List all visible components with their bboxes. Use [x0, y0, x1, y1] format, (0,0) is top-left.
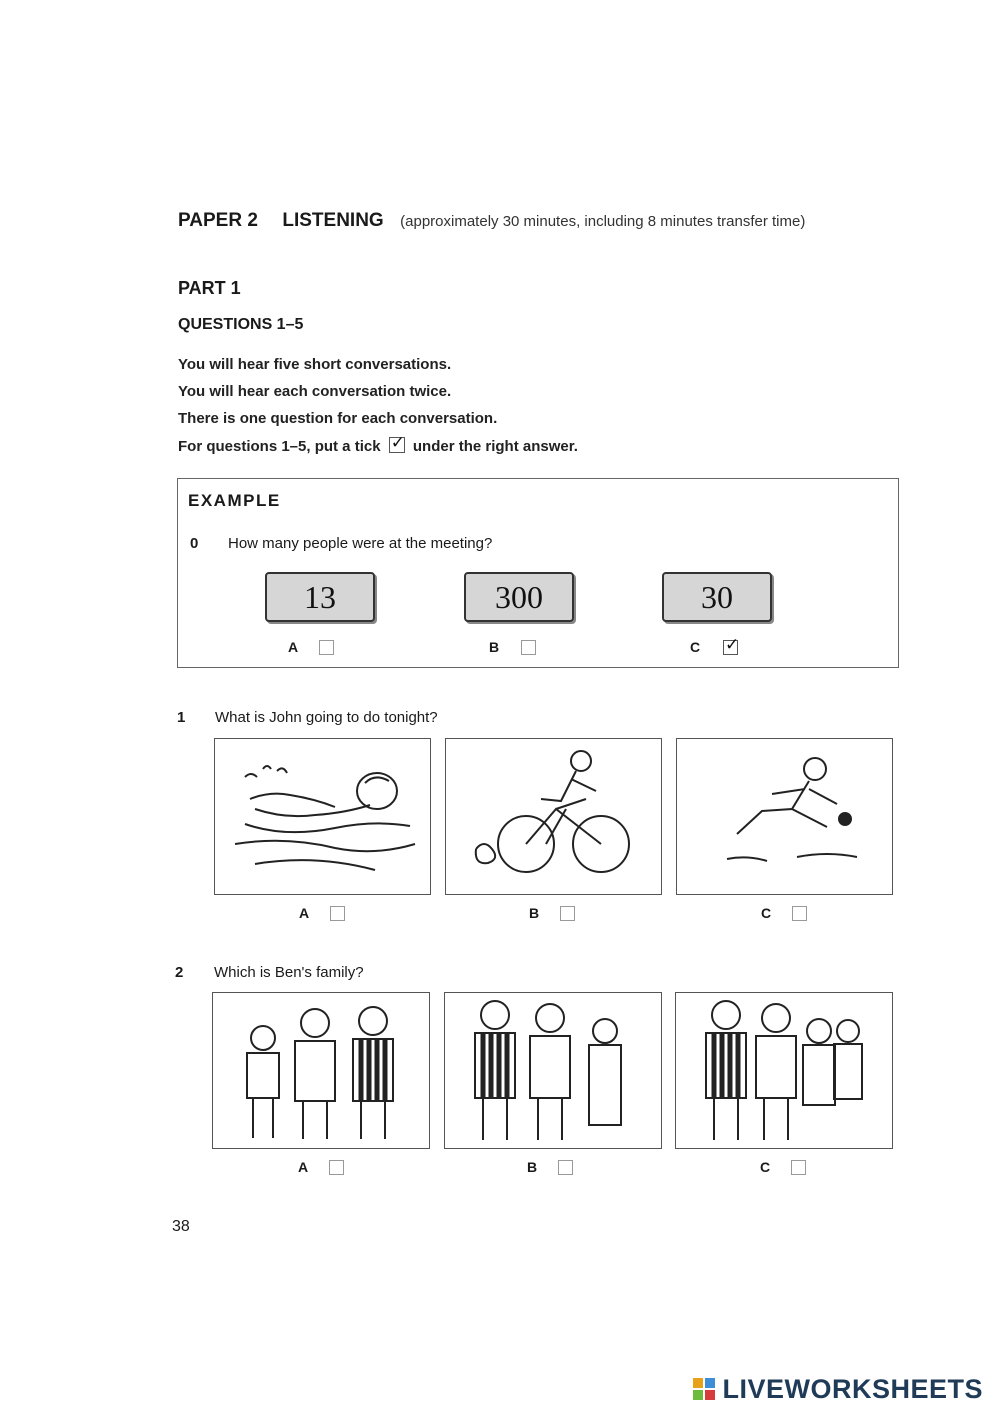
- example-option-card-a: 13: [265, 572, 375, 622]
- football-illustration: [677, 739, 892, 894]
- option-letter: C: [690, 639, 701, 655]
- family-b-illustration: [445, 993, 661, 1148]
- paper-heading: [178, 210, 898, 232]
- logo-text: LIVEWORKSHEETS: [722, 1374, 983, 1404]
- section-label: LISTENING: [282, 210, 384, 231]
- q1-checkbox-b[interactable]: [560, 906, 575, 921]
- family-c-illustration: [676, 993, 892, 1148]
- option-letter: B: [527, 1159, 538, 1175]
- q2-checkbox-c[interactable]: [791, 1160, 806, 1175]
- tick-instruction: [178, 437, 578, 455]
- q1-checkbox-a[interactable]: [330, 906, 345, 921]
- q1-checkbox-c[interactable]: [792, 906, 807, 921]
- option-letter: C: [761, 905, 772, 921]
- example-option-card-c: 30: [662, 572, 772, 622]
- question-number: 1: [177, 709, 186, 726]
- tick-box-icon: [389, 437, 405, 453]
- page-number: 38: [172, 1218, 190, 1235]
- picture-swimming: [214, 738, 431, 895]
- option-letter: A: [298, 1159, 309, 1175]
- example-checkbox-a[interactable]: [319, 640, 334, 655]
- question-number: 2: [175, 964, 184, 981]
- logo-grid-icon: [692, 1377, 716, 1401]
- picture-family-a: [212, 992, 430, 1149]
- example-checkbox-b[interactable]: [521, 640, 536, 655]
- duration-text: (approximately 30 minutes, including 8 minutes transfer time): [400, 213, 806, 230]
- cyclist-illustration: [446, 739, 661, 894]
- question-text: What is John going to do tonight?: [215, 709, 438, 726]
- option-letter: C: [760, 1159, 771, 1175]
- option-letter: A: [299, 905, 310, 921]
- instruction-line: You will hear each conversation twice.: [178, 383, 452, 400]
- instruction-line: There is one question for each conversation.: [178, 410, 498, 427]
- tick-instruction-before: For questions 1–5, put a tick: [178, 438, 381, 455]
- option-letter: A: [288, 639, 299, 655]
- option-letter: B: [529, 905, 540, 921]
- q2-checkbox-a[interactable]: [329, 1160, 344, 1175]
- example-question: How many people were at the meeting?: [228, 535, 493, 552]
- paper-label: PAPER 2: [178, 210, 258, 231]
- picture-football: [676, 738, 893, 895]
- family-a-illustration: [213, 993, 429, 1148]
- picture-family-c: [675, 992, 893, 1149]
- example-option-card-b: 300: [464, 572, 574, 622]
- q2-checkbox-b[interactable]: [558, 1160, 573, 1175]
- example-number: 0: [190, 535, 199, 552]
- liveworksheets-logo: [692, 1374, 983, 1404]
- tick-instruction-after: under the right answer.: [412, 438, 578, 455]
- instruction-line: You will hear five short conversations.: [178, 356, 452, 373]
- option-letter: B: [489, 639, 500, 655]
- example-box: [177, 478, 899, 668]
- part-title: PART 1: [178, 278, 241, 298]
- picture-cycling: [445, 738, 662, 895]
- example-title: EXAMPLE: [188, 491, 281, 510]
- questions-range: QUESTIONS 1–5: [178, 316, 304, 333]
- picture-family-b: [444, 992, 662, 1149]
- swimmer-illustration: [215, 739, 430, 894]
- example-checkbox-c[interactable]: [723, 640, 738, 655]
- question-text: Which is Ben's family?: [214, 964, 364, 981]
